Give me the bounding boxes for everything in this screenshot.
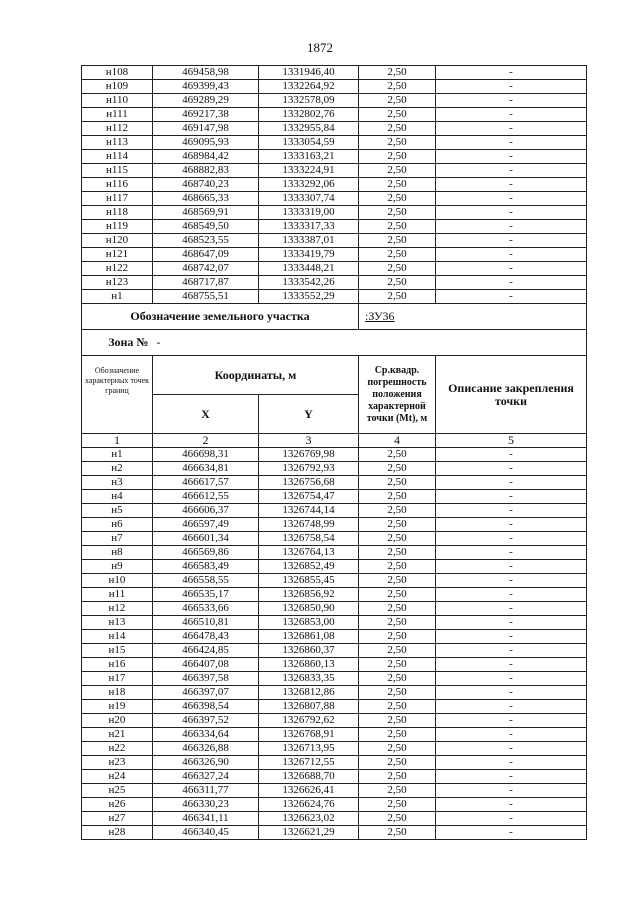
y-cell: 1326850,90 <box>259 602 359 616</box>
table-row <box>82 234 587 248</box>
zone-row <box>82 330 587 356</box>
y-cell: 1333292,06 <box>259 178 359 192</box>
column-number: 4 <box>359 434 436 448</box>
column-number: 3 <box>259 434 359 448</box>
coordinates-table <box>81 65 587 840</box>
point-id-cell: н17 <box>82 672 153 686</box>
point-id-cell: н25 <box>82 784 153 798</box>
point-id-cell: н27 <box>82 812 153 826</box>
description-cell: - <box>436 658 587 672</box>
point-id-cell: н108 <box>82 66 153 80</box>
description-cell: - <box>436 206 587 220</box>
point-id-cell: н109 <box>82 80 153 94</box>
description-cell: - <box>436 588 587 602</box>
table-row <box>82 248 587 262</box>
x-cell: 466583,49 <box>153 560 259 574</box>
table-row <box>82 108 587 122</box>
y-cell: 1326812,86 <box>259 686 359 700</box>
y-cell: 1326754,47 <box>259 490 359 504</box>
accuracy-cell: 2,50 <box>359 206 436 220</box>
point-id-cell: н5 <box>82 504 153 518</box>
column-numbers-row <box>82 434 587 448</box>
description-cell: - <box>436 234 587 248</box>
x-cell: 466397,58 <box>153 672 259 686</box>
accuracy-cell: 2,50 <box>359 122 436 136</box>
accuracy-cell: 2,50 <box>359 476 436 490</box>
x-cell: 468523,55 <box>153 234 259 248</box>
accuracy-cell: 2,50 <box>359 164 436 178</box>
table-row <box>82 812 587 826</box>
x-cell: 466334,64 <box>153 728 259 742</box>
x-cell: 469095,93 <box>153 136 259 150</box>
description-cell: - <box>436 448 587 462</box>
y-cell: 1333542,26 <box>259 276 359 290</box>
description-cell: - <box>436 714 587 728</box>
table-row <box>82 700 587 714</box>
parcel-row <box>82 304 587 330</box>
accuracy-cell: 2,50 <box>359 812 436 826</box>
y-cell: 1326792,93 <box>259 462 359 476</box>
table-row <box>82 714 587 728</box>
description-cell: - <box>436 164 587 178</box>
description-cell: - <box>436 686 587 700</box>
y-cell: 1326748,99 <box>259 518 359 532</box>
accuracy-cell: 2,50 <box>359 66 436 80</box>
description-cell: - <box>436 602 587 616</box>
table-row <box>82 150 587 164</box>
table-row <box>82 476 587 490</box>
accuracy-cell: 2,50 <box>359 756 436 770</box>
point-id-cell: н3 <box>82 476 153 490</box>
table-row <box>82 518 587 532</box>
accuracy-cell: 2,50 <box>359 686 436 700</box>
table-row <box>82 616 587 630</box>
table-row <box>82 490 587 504</box>
point-id-cell: н6 <box>82 518 153 532</box>
table-row <box>82 546 587 560</box>
point-id-cell: н117 <box>82 192 153 206</box>
description-cell: - <box>436 108 587 122</box>
point-id-cell: н20 <box>82 714 153 728</box>
accuracy-cell: 2,50 <box>359 262 436 276</box>
y-cell: 1326768,91 <box>259 728 359 742</box>
y-cell: 1333319,00 <box>259 206 359 220</box>
x-cell: 468569,91 <box>153 206 259 220</box>
zone-label: Зона № <box>82 330 153 356</box>
x-cell: 466397,52 <box>153 714 259 728</box>
table-row <box>82 276 587 290</box>
parcel-label: Обозначение земельного участка <box>82 304 359 330</box>
parcel-value: :ЗУ36 <box>359 304 587 330</box>
x-cell: 468647,09 <box>153 248 259 262</box>
description-cell: - <box>436 94 587 108</box>
point-id-cell: н15 <box>82 644 153 658</box>
point-id-cell: н113 <box>82 136 153 150</box>
accuracy-cell: 2,50 <box>359 150 436 164</box>
x-cell: 466327,24 <box>153 770 259 784</box>
description-cell: - <box>436 700 587 714</box>
table-row <box>82 756 587 770</box>
table-row <box>82 672 587 686</box>
point-id-cell: н8 <box>82 546 153 560</box>
y-cell: 1332802,76 <box>259 108 359 122</box>
point-id-cell: н4 <box>82 490 153 504</box>
x-cell: 469289,29 <box>153 94 259 108</box>
x-cell: 468755,51 <box>153 290 259 304</box>
table-row <box>82 220 587 234</box>
accuracy-cell: 2,50 <box>359 504 436 518</box>
point-id-cell: н1 <box>82 448 153 462</box>
accuracy-cell: 2,50 <box>359 462 436 476</box>
x-cell: 469399,43 <box>153 80 259 94</box>
y-cell: 1326756,68 <box>259 476 359 490</box>
y-cell: 1326807,88 <box>259 700 359 714</box>
column-number: 5 <box>436 434 587 448</box>
x-cell: 466535,17 <box>153 588 259 602</box>
description-cell: - <box>436 812 587 826</box>
description-cell: - <box>436 248 587 262</box>
table-row <box>82 164 587 178</box>
accuracy-cell: 2,50 <box>359 560 436 574</box>
description-cell: - <box>436 262 587 276</box>
accuracy-cell: 2,50 <box>359 658 436 672</box>
y-cell: 1326853,00 <box>259 616 359 630</box>
description-cell: - <box>436 290 587 304</box>
y-cell: 1326623,02 <box>259 812 359 826</box>
table-row <box>82 770 587 784</box>
description-cell: - <box>436 220 587 234</box>
y-header: Y <box>259 395 359 434</box>
y-cell: 1333387,01 <box>259 234 359 248</box>
accuracy-cell: 2,50 <box>359 644 436 658</box>
x-cell: 466407,08 <box>153 658 259 672</box>
y-cell: 1326758,54 <box>259 532 359 546</box>
description-cell: - <box>436 728 587 742</box>
point-id-cell: н1 <box>82 290 153 304</box>
y-cell: 1326626,41 <box>259 784 359 798</box>
table-row <box>82 206 587 220</box>
x-cell: 466340,45 <box>153 826 259 840</box>
table-row <box>82 94 587 108</box>
y-cell: 1326688,70 <box>259 770 359 784</box>
y-cell: 1333552,29 <box>259 290 359 304</box>
description-cell: - <box>436 66 587 80</box>
point-id-cell: н2 <box>82 462 153 476</box>
description-cell: - <box>436 644 587 658</box>
point-id-cell: н9 <box>82 560 153 574</box>
table-row <box>82 448 587 462</box>
table-row <box>82 80 587 94</box>
accuracy-cell: 2,50 <box>359 784 436 798</box>
point-id-cell: н22 <box>82 742 153 756</box>
table-row <box>82 630 587 644</box>
description-cell: - <box>436 784 587 798</box>
description-cell: - <box>436 798 587 812</box>
accuracy-header: Ср.квадр. погрешность положения характерной точки (Мt), м <box>359 356 436 434</box>
point-id-cell: н114 <box>82 150 153 164</box>
accuracy-cell: 2,50 <box>359 192 436 206</box>
accuracy-cell: 2,50 <box>359 630 436 644</box>
x-cell: 466397,07 <box>153 686 259 700</box>
accuracy-cell: 2,50 <box>359 234 436 248</box>
accuracy-cell: 2,50 <box>359 742 436 756</box>
table-row <box>82 798 587 812</box>
description-cell: - <box>436 136 587 150</box>
description-cell: - <box>436 560 587 574</box>
table-row <box>82 644 587 658</box>
point-id-cell: н26 <box>82 798 153 812</box>
table-row <box>82 784 587 798</box>
accuracy-cell: 2,50 <box>359 108 436 122</box>
column-number: 2 <box>153 434 259 448</box>
x-cell: 466311,77 <box>153 784 259 798</box>
header-row-1 <box>82 356 587 395</box>
point-id-cell: н118 <box>82 206 153 220</box>
x-cell: 466478,43 <box>153 630 259 644</box>
description-cell: - <box>436 80 587 94</box>
top-rows <box>82 66 587 304</box>
table-row <box>82 574 587 588</box>
accuracy-cell: 2,50 <box>359 448 436 462</box>
y-cell: 1332955,84 <box>259 122 359 136</box>
y-cell: 1326764,13 <box>259 546 359 560</box>
description-cell: - <box>436 150 587 164</box>
x-cell: 468549,50 <box>153 220 259 234</box>
point-id-cell: н18 <box>82 686 153 700</box>
point-id-cell: н16 <box>82 658 153 672</box>
point-designation-header: Обозначение характерных точек границ <box>82 356 153 434</box>
x-cell: 466569,86 <box>153 546 259 560</box>
accuracy-cell: 2,50 <box>359 518 436 532</box>
point-id-cell: н121 <box>82 248 153 262</box>
point-id-cell: н24 <box>82 770 153 784</box>
x-cell: 466341,11 <box>153 812 259 826</box>
y-cell: 1326856,92 <box>259 588 359 602</box>
description-cell: - <box>436 518 587 532</box>
page-number: 1872 <box>307 40 333 55</box>
table-row <box>82 136 587 150</box>
y-cell: 1326744,14 <box>259 504 359 518</box>
point-id-cell: н13 <box>82 616 153 630</box>
accuracy-cell: 2,50 <box>359 672 436 686</box>
description-cell: - <box>436 178 587 192</box>
accuracy-cell: 2,50 <box>359 290 436 304</box>
x-cell: 468984,42 <box>153 150 259 164</box>
accuracy-cell: 2,50 <box>359 826 436 840</box>
description-cell: - <box>436 770 587 784</box>
y-cell: 1333307,74 <box>259 192 359 206</box>
x-cell: 466606,37 <box>153 504 259 518</box>
accuracy-cell: 2,50 <box>359 574 436 588</box>
y-cell: 1333163,21 <box>259 150 359 164</box>
accuracy-cell: 2,50 <box>359 248 436 262</box>
accuracy-cell: 2,50 <box>359 546 436 560</box>
table-row <box>82 742 587 756</box>
point-id-cell: н10 <box>82 574 153 588</box>
description-cell: - <box>436 122 587 136</box>
x-cell: 466510,81 <box>153 616 259 630</box>
description-header: Описание закрепления точки <box>436 356 587 434</box>
accuracy-cell: 2,50 <box>359 80 436 94</box>
accuracy-cell: 2,50 <box>359 700 436 714</box>
x-cell: 468717,87 <box>153 276 259 290</box>
table-row <box>82 122 587 136</box>
accuracy-cell: 2,50 <box>359 276 436 290</box>
x-cell: 466597,49 <box>153 518 259 532</box>
x-cell: 469217,38 <box>153 108 259 122</box>
y-cell: 1332578,09 <box>259 94 359 108</box>
y-cell: 1326713,95 <box>259 742 359 756</box>
point-id-cell: н115 <box>82 164 153 178</box>
accuracy-cell: 2,50 <box>359 94 436 108</box>
accuracy-cell: 2,50 <box>359 728 436 742</box>
table-row <box>82 728 587 742</box>
point-id-cell: н12 <box>82 602 153 616</box>
x-cell: 466326,88 <box>153 742 259 756</box>
table-row <box>82 826 587 840</box>
accuracy-cell: 2,50 <box>359 178 436 192</box>
y-cell: 1326855,45 <box>259 574 359 588</box>
accuracy-cell: 2,50 <box>359 798 436 812</box>
x-cell: 466601,34 <box>153 532 259 546</box>
x-cell: 468882,83 <box>153 164 259 178</box>
point-id-cell: н111 <box>82 108 153 122</box>
y-cell: 1326769,98 <box>259 448 359 462</box>
accuracy-cell: 2,50 <box>359 770 436 784</box>
accuracy-cell: 2,50 <box>359 588 436 602</box>
accuracy-cell: 2,50 <box>359 490 436 504</box>
table-row <box>82 560 587 574</box>
description-cell: - <box>436 630 587 644</box>
y-cell: 1333448,21 <box>259 262 359 276</box>
x-cell: 466617,57 <box>153 476 259 490</box>
x-cell: 466533,66 <box>153 602 259 616</box>
x-cell: 466398,54 <box>153 700 259 714</box>
description-cell: - <box>436 672 587 686</box>
x-cell: 466558,55 <box>153 574 259 588</box>
y-cell: 1326833,35 <box>259 672 359 686</box>
y-cell: 1326860,37 <box>259 644 359 658</box>
zone-value: - <box>153 330 587 356</box>
x-cell: 468742,07 <box>153 262 259 276</box>
y-cell: 1326712,55 <box>259 756 359 770</box>
x-cell: 468665,33 <box>153 192 259 206</box>
accuracy-cell: 2,50 <box>359 602 436 616</box>
y-cell: 1333054,59 <box>259 136 359 150</box>
point-id-cell: н21 <box>82 728 153 742</box>
point-id-cell: н19 <box>82 700 153 714</box>
point-id-cell: н112 <box>82 122 153 136</box>
y-cell: 1326852,49 <box>259 560 359 574</box>
y-cell: 1331946,40 <box>259 66 359 80</box>
description-cell: - <box>436 616 587 630</box>
description-cell: - <box>436 504 587 518</box>
table-row <box>82 178 587 192</box>
x-cell: 469458,98 <box>153 66 259 80</box>
description-cell: - <box>436 546 587 560</box>
main-rows <box>82 448 587 840</box>
x-cell: 466612,55 <box>153 490 259 504</box>
x-cell: 468740,23 <box>153 178 259 192</box>
y-cell: 1333224,91 <box>259 164 359 178</box>
point-id-cell: н11 <box>82 588 153 602</box>
point-id-cell: н14 <box>82 630 153 644</box>
y-cell: 1333317,33 <box>259 220 359 234</box>
coordinates-header: Координаты, м <box>153 356 359 395</box>
y-cell: 1333419,79 <box>259 248 359 262</box>
y-cell: 1326861,08 <box>259 630 359 644</box>
x-cell: 466424,85 <box>153 644 259 658</box>
table-row <box>82 504 587 518</box>
x-cell: 466698,31 <box>153 448 259 462</box>
table-row <box>82 686 587 700</box>
y-cell: 1326792,62 <box>259 714 359 728</box>
point-id-cell: н122 <box>82 262 153 276</box>
accuracy-cell: 2,50 <box>359 532 436 546</box>
description-cell: - <box>436 476 587 490</box>
y-cell: 1326860,13 <box>259 658 359 672</box>
x-header: X <box>153 395 259 434</box>
description-cell: - <box>436 742 587 756</box>
table-row <box>82 532 587 546</box>
description-cell: - <box>436 532 587 546</box>
point-id-cell: н7 <box>82 532 153 546</box>
point-id-cell: н116 <box>82 178 153 192</box>
accuracy-cell: 2,50 <box>359 220 436 234</box>
point-id-cell: н28 <box>82 826 153 840</box>
x-cell: 469147,98 <box>153 122 259 136</box>
point-id-cell: н110 <box>82 94 153 108</box>
description-cell: - <box>436 756 587 770</box>
table-row <box>82 290 587 304</box>
table-row <box>82 192 587 206</box>
table-row <box>82 602 587 616</box>
point-id-cell: н23 <box>82 756 153 770</box>
table-row <box>82 66 587 80</box>
description-cell: - <box>436 192 587 206</box>
x-cell: 466330,23 <box>153 798 259 812</box>
x-cell: 466634,81 <box>153 462 259 476</box>
x-cell: 466326,90 <box>153 756 259 770</box>
description-cell: - <box>436 490 587 504</box>
description-cell: - <box>436 574 587 588</box>
column-number: 1 <box>82 434 153 448</box>
point-id-cell: н123 <box>82 276 153 290</box>
description-cell: - <box>436 276 587 290</box>
table-row <box>82 588 587 602</box>
accuracy-cell: 2,50 <box>359 616 436 630</box>
description-cell: - <box>436 462 587 476</box>
y-cell: 1326624,76 <box>259 798 359 812</box>
point-id-cell: н120 <box>82 234 153 248</box>
y-cell: 1332264,92 <box>259 80 359 94</box>
y-cell: 1326621,29 <box>259 826 359 840</box>
accuracy-cell: 2,50 <box>359 136 436 150</box>
table-row <box>82 262 587 276</box>
table-row <box>82 658 587 672</box>
point-id-cell: н119 <box>82 220 153 234</box>
description-cell: - <box>436 826 587 840</box>
accuracy-cell: 2,50 <box>359 714 436 728</box>
table-row <box>82 462 587 476</box>
